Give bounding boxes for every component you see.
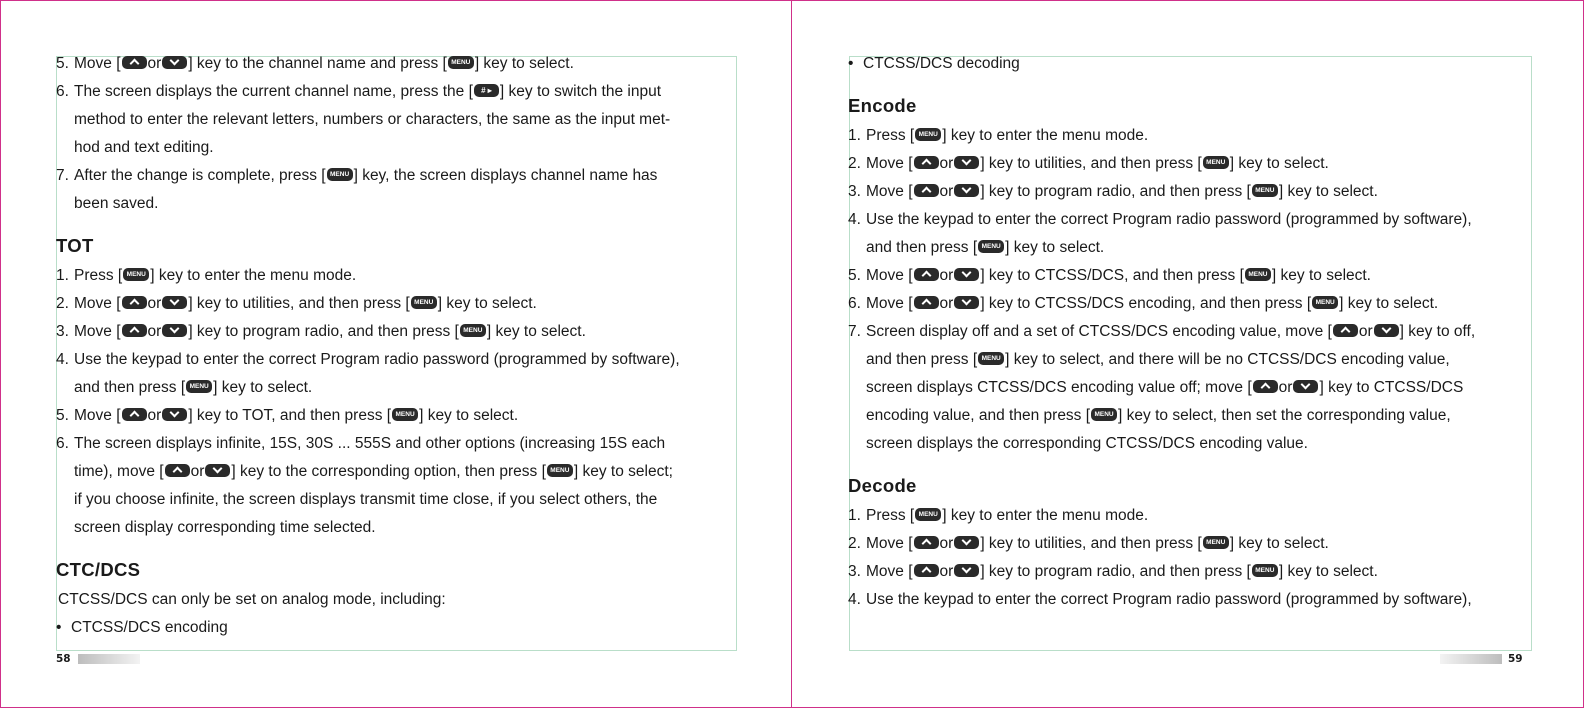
step-text: encoding value, and then press [	[866, 407, 1091, 424]
key-label: MENU	[918, 511, 938, 518]
chevron-up-key-icon	[165, 464, 190, 477]
step-text: Move [	[74, 295, 121, 312]
step-text: Move [	[866, 267, 913, 284]
step-text: or	[147, 407, 162, 424]
ctc-dcs-heading: CTC/DCS	[56, 559, 141, 580]
step-number: 2.	[848, 535, 861, 552]
ctc-intro: CTCSS/DCS can only be set on analog mode, including:	[58, 591, 446, 608]
step-line	[848, 558, 1538, 586]
hash-key-icon	[474, 84, 499, 97]
step-text: time), move [	[74, 463, 164, 480]
chevron-up-key-icon	[914, 184, 939, 197]
chevron-up-key-icon	[122, 408, 147, 421]
step-continuation	[56, 486, 746, 514]
step-continuation	[56, 106, 746, 134]
bullet-icon: •	[848, 55, 854, 72]
tot-heading: TOT	[56, 235, 94, 256]
step-line	[848, 586, 1538, 614]
step-line	[848, 530, 1538, 558]
step-continuation	[56, 134, 746, 162]
step-line	[848, 122, 1538, 150]
step-text: ] key, the screen displays channel name has	[353, 167, 658, 184]
chevron-up-key-icon	[1333, 324, 1358, 337]
encode-heading: Encode	[848, 95, 917, 116]
step-text: ] key to utilities, and then press [	[980, 155, 1202, 172]
bullet-text: CTCSS/DCS encoding	[71, 619, 228, 636]
chevron-down-key-icon	[954, 184, 979, 197]
step-number: 7.	[56, 167, 69, 184]
step-text: ] key to the channel name and press [	[188, 55, 447, 72]
key-label: MENU	[1315, 299, 1335, 306]
step-number: 4.	[848, 591, 861, 608]
step-line	[56, 346, 746, 374]
step-text: screen display corresponding time selected.	[74, 519, 376, 536]
chevron-down-key-icon	[954, 564, 979, 577]
bullet-item	[56, 614, 746, 642]
step-text: been saved.	[74, 195, 159, 212]
step-text: or	[939, 155, 954, 172]
step-continuation	[56, 190, 746, 218]
step-text: ] key to select, and there will be no CTCSS/DCS encoding value,	[1005, 351, 1450, 368]
step-continuation	[848, 234, 1538, 262]
menu-key-icon	[411, 296, 437, 309]
step-text: ] key to off,	[1399, 323, 1476, 340]
key-label: MENU	[463, 327, 483, 334]
step-text: ] key to select.	[486, 323, 586, 340]
chevron-down-key-icon	[954, 268, 979, 281]
footer-bar-right	[1440, 654, 1502, 664]
intro-steps	[56, 50, 746, 218]
step-text: ] key to select.	[1005, 239, 1105, 256]
tot-steps	[56, 262, 746, 542]
menu-key-icon	[978, 352, 1004, 365]
step-line	[848, 502, 1538, 530]
page-number-right: 59	[1508, 653, 1523, 665]
step-text: ] key to select.	[1278, 183, 1378, 200]
step-line	[56, 162, 746, 190]
step-number: 6.	[56, 83, 69, 100]
step-text: ] key to switch the input	[499, 83, 662, 100]
key-label: MENU	[126, 271, 146, 278]
step-line	[848, 178, 1538, 206]
step-text: ] key to select;	[573, 463, 673, 480]
chevron-up-key-icon	[122, 324, 147, 337]
step-line	[56, 78, 746, 106]
step-text: screen displays the corresponding CTCSS/DCS encoding value.	[866, 435, 1308, 452]
step-text: Move [	[866, 155, 913, 172]
page-border-top	[0, 0, 1584, 1]
step-text: ] key to program radio, and then press [	[980, 183, 1251, 200]
step-text: ] key to CTCSS/DCS, and then press [	[980, 267, 1244, 284]
step-number: 3.	[848, 183, 861, 200]
step-number: 1.	[56, 267, 69, 284]
chevron-down-key-icon	[954, 296, 979, 309]
menu-key-icon	[915, 128, 941, 141]
key-label: MENU	[1206, 159, 1226, 166]
menu-key-icon	[123, 268, 149, 281]
step-text: and then press [	[866, 239, 978, 256]
chevron-up-key-icon	[914, 268, 939, 281]
step-text: ] key to program radio, and then press [	[980, 563, 1251, 580]
step-number: 5.	[848, 267, 861, 284]
step-number: 6.	[56, 435, 69, 452]
menu-key-icon	[1252, 184, 1278, 197]
key-label: MENU	[189, 383, 209, 390]
step-text: Use the keypad to enter the correct Program radio password (programmed by software),	[866, 211, 1472, 228]
menu-key-icon	[460, 324, 486, 337]
key-label: MENU	[1206, 539, 1226, 546]
menu-key-icon	[1091, 408, 1117, 421]
step-text: and then press [	[866, 351, 978, 368]
step-text: ] key to enter the menu mode.	[150, 267, 357, 284]
menu-key-icon	[448, 56, 474, 69]
step-text: ] key to CTCSS/DCS	[1319, 379, 1464, 396]
key-label: MENU	[1094, 411, 1114, 418]
step-text: or	[1358, 323, 1373, 340]
step-text: Move [	[74, 407, 121, 424]
chevron-down-key-icon	[162, 296, 187, 309]
step-text: Use the keypad to enter the correct Program radio password (programmed by software),	[866, 591, 1472, 608]
chevron-up-key-icon	[914, 156, 939, 169]
step-text: Move [	[866, 295, 913, 312]
step-line	[848, 318, 1538, 346]
step-text: ] key to select.	[1229, 155, 1329, 172]
step-text: Press [	[866, 127, 915, 144]
key-label: MENU	[1248, 271, 1268, 278]
chevron-down-key-icon	[162, 324, 187, 337]
menu-key-icon	[1312, 296, 1338, 309]
step-text: hod and text editing.	[74, 139, 214, 156]
step-text: ] key to TOT, and then press [	[188, 407, 392, 424]
step-text: or	[147, 295, 162, 312]
step-text: or	[1278, 379, 1293, 396]
step-text: ] key to select.	[1278, 563, 1378, 580]
step-text: or	[939, 183, 954, 200]
step-continuation	[848, 430, 1538, 458]
step-continuation	[848, 402, 1538, 430]
chevron-down-key-icon	[162, 56, 187, 69]
chevron-down-key-icon	[1293, 380, 1318, 393]
step-number: 3.	[848, 563, 861, 580]
step-text: The screen displays infinite, 15S, 30S ... 555S and other options (increasing 15S each	[74, 435, 666, 452]
step-text: Move [	[866, 183, 913, 200]
step-number: 1.	[848, 127, 861, 144]
step-text: Move [	[74, 323, 121, 340]
step-text: ] key to select.	[419, 407, 519, 424]
menu-key-icon	[915, 508, 941, 521]
step-line	[56, 430, 746, 458]
step-text: or	[190, 463, 205, 480]
step-text: or	[939, 267, 954, 284]
step-line	[848, 290, 1538, 318]
step-line	[848, 206, 1538, 234]
step-text: or	[147, 55, 162, 72]
step-text: or	[939, 563, 954, 580]
step-text: Move [	[866, 535, 913, 552]
menu-key-icon	[392, 408, 418, 421]
step-text: ] key to program radio, and then press [	[188, 323, 459, 340]
step-line	[56, 318, 746, 346]
step-text: Use the keypad to enter the correct Program radio password (programmed by software),	[74, 351, 680, 368]
menu-key-icon	[327, 168, 353, 181]
step-text: and then press [	[74, 379, 186, 396]
step-line	[848, 150, 1538, 178]
step-number: 5.	[56, 407, 69, 424]
step-continuation	[56, 374, 746, 402]
step-text: Press [	[74, 267, 123, 284]
key-label: MENU	[550, 467, 570, 474]
chevron-up-key-icon	[914, 536, 939, 549]
step-text: ] key to select, then set the corresponding value,	[1118, 407, 1451, 424]
key-label: MENU	[981, 355, 1001, 362]
chevron-down-key-icon	[205, 464, 230, 477]
key-label: MENU	[330, 171, 350, 178]
step-text: or	[147, 323, 162, 340]
chevron-up-key-icon	[914, 296, 939, 309]
step-text: ] key to select.	[1229, 535, 1329, 552]
encode-steps	[848, 122, 1538, 458]
step-text: ] key to CTCSS/DCS encoding, and then press [	[980, 295, 1312, 312]
menu-key-icon	[1203, 536, 1229, 549]
menu-key-icon	[978, 240, 1004, 253]
step-text: Press [	[866, 507, 915, 524]
menu-key-icon	[1245, 268, 1271, 281]
key-label: MENU	[918, 131, 938, 138]
key-label: MENU	[395, 411, 415, 418]
key-label: MENU	[414, 299, 434, 306]
step-text: Screen display off and a set of CTCSS/DCS encoding value, move [	[866, 323, 1332, 340]
step-continuation	[848, 374, 1538, 402]
chevron-down-key-icon	[954, 536, 979, 549]
step-text: or	[939, 535, 954, 552]
page-number-left: 58	[56, 653, 71, 665]
key-label: MENU	[1255, 187, 1275, 194]
step-text: ] key to the corresponding option, then press [	[231, 463, 546, 480]
bullet-icon: •	[56, 619, 62, 636]
step-text: method to enter the relevant letters, numbers or characters, the same as the input met-	[74, 111, 671, 128]
decode-steps	[848, 502, 1538, 614]
menu-key-icon	[186, 380, 212, 393]
chevron-up-key-icon	[1253, 380, 1278, 393]
page-border-left	[0, 0, 1, 708]
step-number: 2.	[56, 295, 69, 312]
step-text: Move [	[866, 563, 913, 580]
key-label: MENU	[451, 59, 471, 66]
menu-key-icon	[1203, 156, 1229, 169]
chevron-down-key-icon	[162, 408, 187, 421]
step-text: or	[939, 295, 954, 312]
step-text: ] key to utilities, and then press [	[188, 295, 410, 312]
bullet-item	[848, 50, 1538, 78]
step-number: 1.	[848, 507, 861, 524]
left-page-content	[56, 50, 746, 642]
step-text: ] key to enter the menu mode.	[942, 127, 1149, 144]
menu-key-icon	[547, 464, 573, 477]
step-continuation	[56, 458, 746, 486]
chevron-up-key-icon	[914, 564, 939, 577]
step-text: After the change is complete, press [	[74, 167, 326, 184]
step-line	[56, 290, 746, 318]
step-number: 4.	[56, 351, 69, 368]
step-number: 6.	[848, 295, 861, 312]
step-text: ] key to select.	[474, 55, 574, 72]
step-number: 3.	[56, 323, 69, 340]
step-number: 2.	[848, 155, 861, 172]
step-text: ] key to select.	[1339, 295, 1439, 312]
footer-bar-left	[78, 654, 140, 664]
step-line	[56, 402, 746, 430]
step-text: screen displays CTCSS/DCS encoding value off; move [	[866, 379, 1252, 396]
step-number: 5.	[56, 55, 69, 72]
key-label: MENU	[981, 243, 1001, 250]
step-continuation	[848, 346, 1538, 374]
step-number: 7.	[848, 323, 861, 340]
step-text: The screen displays the current channel name, press the [	[74, 83, 473, 100]
step-continuation	[56, 514, 746, 542]
step-text: ] key to enter the menu mode.	[942, 507, 1149, 524]
chevron-up-key-icon	[122, 296, 147, 309]
step-text: ] key to select.	[213, 379, 313, 396]
key-label: MENU	[1255, 567, 1275, 574]
step-text: ] key to select.	[437, 295, 537, 312]
step-text: if you choose infinite, the screen displays transmit time close, if you select others, the	[74, 491, 658, 508]
decode-heading: Decode	[848, 475, 917, 496]
step-line	[56, 262, 746, 290]
chevron-down-key-icon	[1374, 324, 1399, 337]
chevron-up-key-icon	[122, 56, 147, 69]
step-line	[56, 50, 746, 78]
bullet-text: CTCSS/DCS decoding	[863, 55, 1020, 72]
chevron-down-key-icon	[954, 156, 979, 169]
menu-key-icon	[1252, 564, 1278, 577]
step-line	[848, 262, 1538, 290]
step-text: Move [	[74, 55, 121, 72]
step-number: 4.	[848, 211, 861, 228]
step-text: ] key to select.	[1271, 267, 1371, 284]
key-label: # ▸	[481, 86, 492, 95]
page-spine	[791, 0, 792, 708]
step-text: ] key to utilities, and then press [	[980, 535, 1202, 552]
right-page-content	[848, 50, 1538, 614]
